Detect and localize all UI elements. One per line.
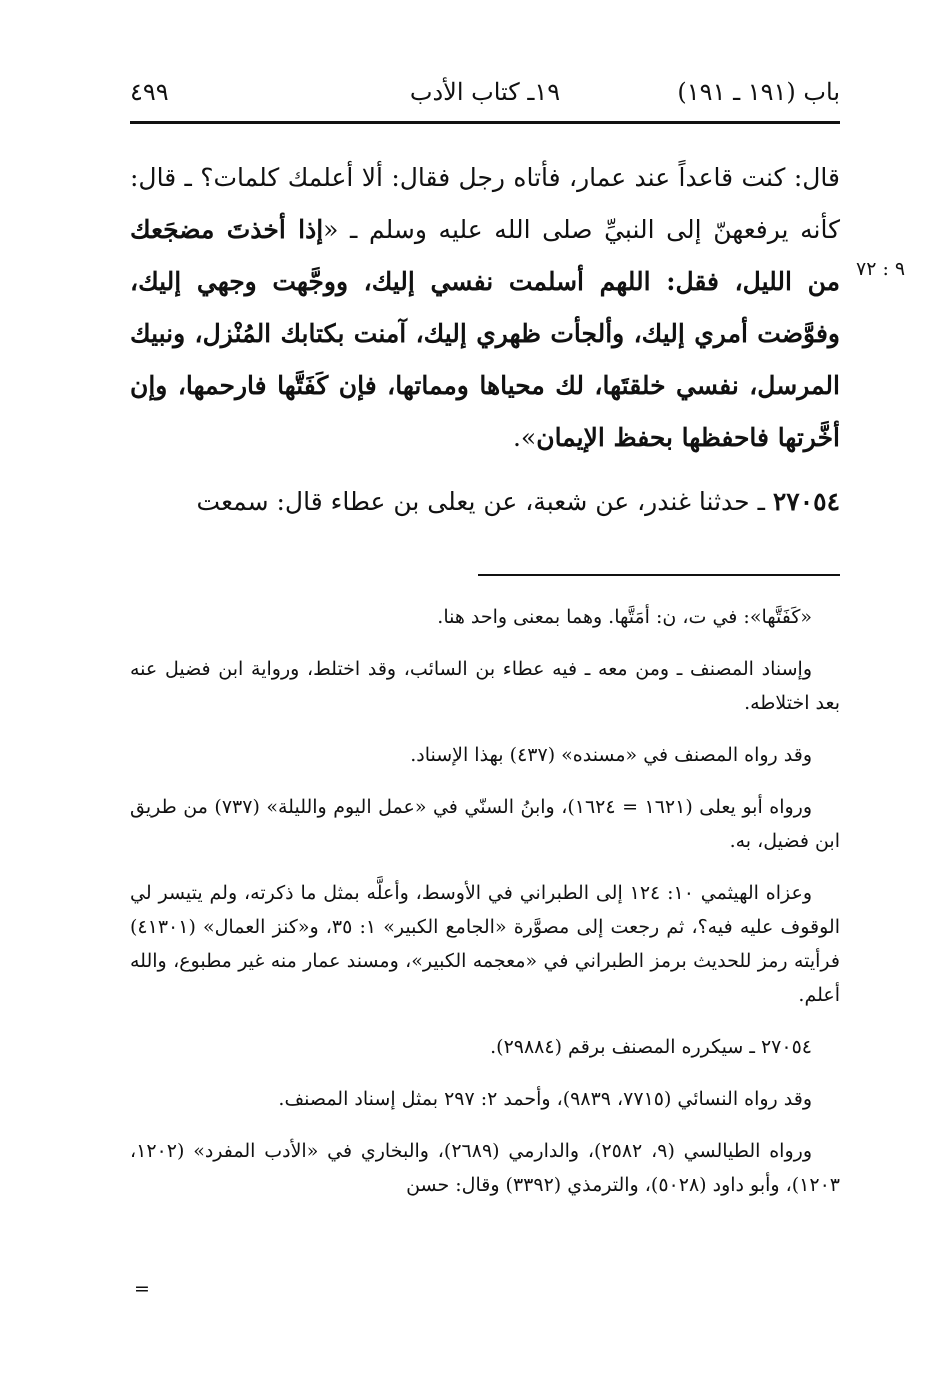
main-paragraph <box>130 152 840 464</box>
footnote: ورواه الطيالسي (٩، ٢٥٨٢)، والدارمي (٢٦٨٩)، والبخاري في «الأدب المفرد» (١٢٠٢، ١٢٠٣)، وأبو داود (٥٠٢٨)، والترمذي (٣٣٩٢) وقال: حسن <box>130 1140 840 1196</box>
footnote: وقد رواه النسائي (٧٧١٥، ٩٨٣٩)، وأحمد ٢: ٢٩٧ بمثل إسناد المصنف. <box>278 1088 812 1110</box>
main-text <box>130 152 840 464</box>
page-header <box>130 78 840 118</box>
hadith-text: إذا أخذتَ مضجَعك من الليل، فقل: اللهم أسلمت نفسي إليك، ووجَّهت وجهي إليك، وفوَّضت أمري إليك، وألجأت ظهري إليك، آمنت بكتابك المُنْزل، ونبيك المرسل، نفسي خلقتَها، لك محياها ومماتها، فإن كَفَتَّها فارحمها، وإن أخَّرتها فاحفظها بحفظ الإيمان <box>130 215 840 452</box>
footnotes <box>130 600 840 1220</box>
page-number: ٤٩٩ <box>130 78 169 106</box>
hadith-number: ٢٧٠٥٤ <box>772 487 840 516</box>
book-title: ١٩ـ كتاب الأدب <box>409 78 561 106</box>
footnote-rule <box>478 574 840 576</box>
margin-reference: ٩ : ٧٢ <box>856 258 906 280</box>
continuation-mark: = <box>134 1278 150 1300</box>
narration-intro: قال: كنت قاعداً عند عمار، فأتاه رجل فقال: ألا أعلمك كلمات؟ ـ قال: <box>130 163 840 192</box>
narration-chain: كأنه يرفعهنّ إلى النبيِّ صلى الله عليه وسلم ـ « <box>323 215 841 244</box>
footnote: ٢٧٠٥٤ ـ سيكرره المصنف برقم (٢٩٨٨٤). <box>490 1036 812 1058</box>
hadith-chain: ـ حدثنا غندر، عن شعبة، عن يعلى بن عطاء قال: سمعت <box>196 487 773 516</box>
footnote: «كَفَتَّها»: في ت، ن: أمَتَّها. وهما بمعنى واحد هنا. <box>437 606 812 628</box>
chapter-title: باب (١٩١ ـ ١٩١) <box>677 78 840 106</box>
footnote: ورواه أبو يعلى (١٦٢١ = ١٦٢٤)، وابنُ السنّي في «عمل اليوم والليلة» (٧٣٧) من طريق ابن فضيل، به. <box>130 796 840 852</box>
footnote: وإسناد المصنف ـ ومن معه ـ فيه عطاء بن السائب، وقد اختلط، ورواية ابن فضيل عنه بعد اختلاطه. <box>130 658 840 714</box>
hadith-close: ». <box>512 423 537 452</box>
footnote: وقد رواه المصنف في «مسنده» (٤٣٧) بهذا الإسناد. <box>410 744 812 766</box>
next-hadith <box>130 482 840 522</box>
header-rule <box>130 121 840 124</box>
footnote: وعزاه الهيثمي ١٠: ١٢٤ إلى الطبراني في الأوسط، وأعلَّه بمثل ما ذكرته، ولم يتيسر لي الوقوف عليه فيه؟، ثم رجعت إلى مصوَّرة «الجامع الكبير» ١: ٣٥، و«كنز العمال» (٤١٣٠١) فرأيته رمز للحديث برمز الطبراني في «معجمه الكبير»، ومسند عمار منه غير مطبوع، والله أعلم. <box>130 882 840 1006</box>
